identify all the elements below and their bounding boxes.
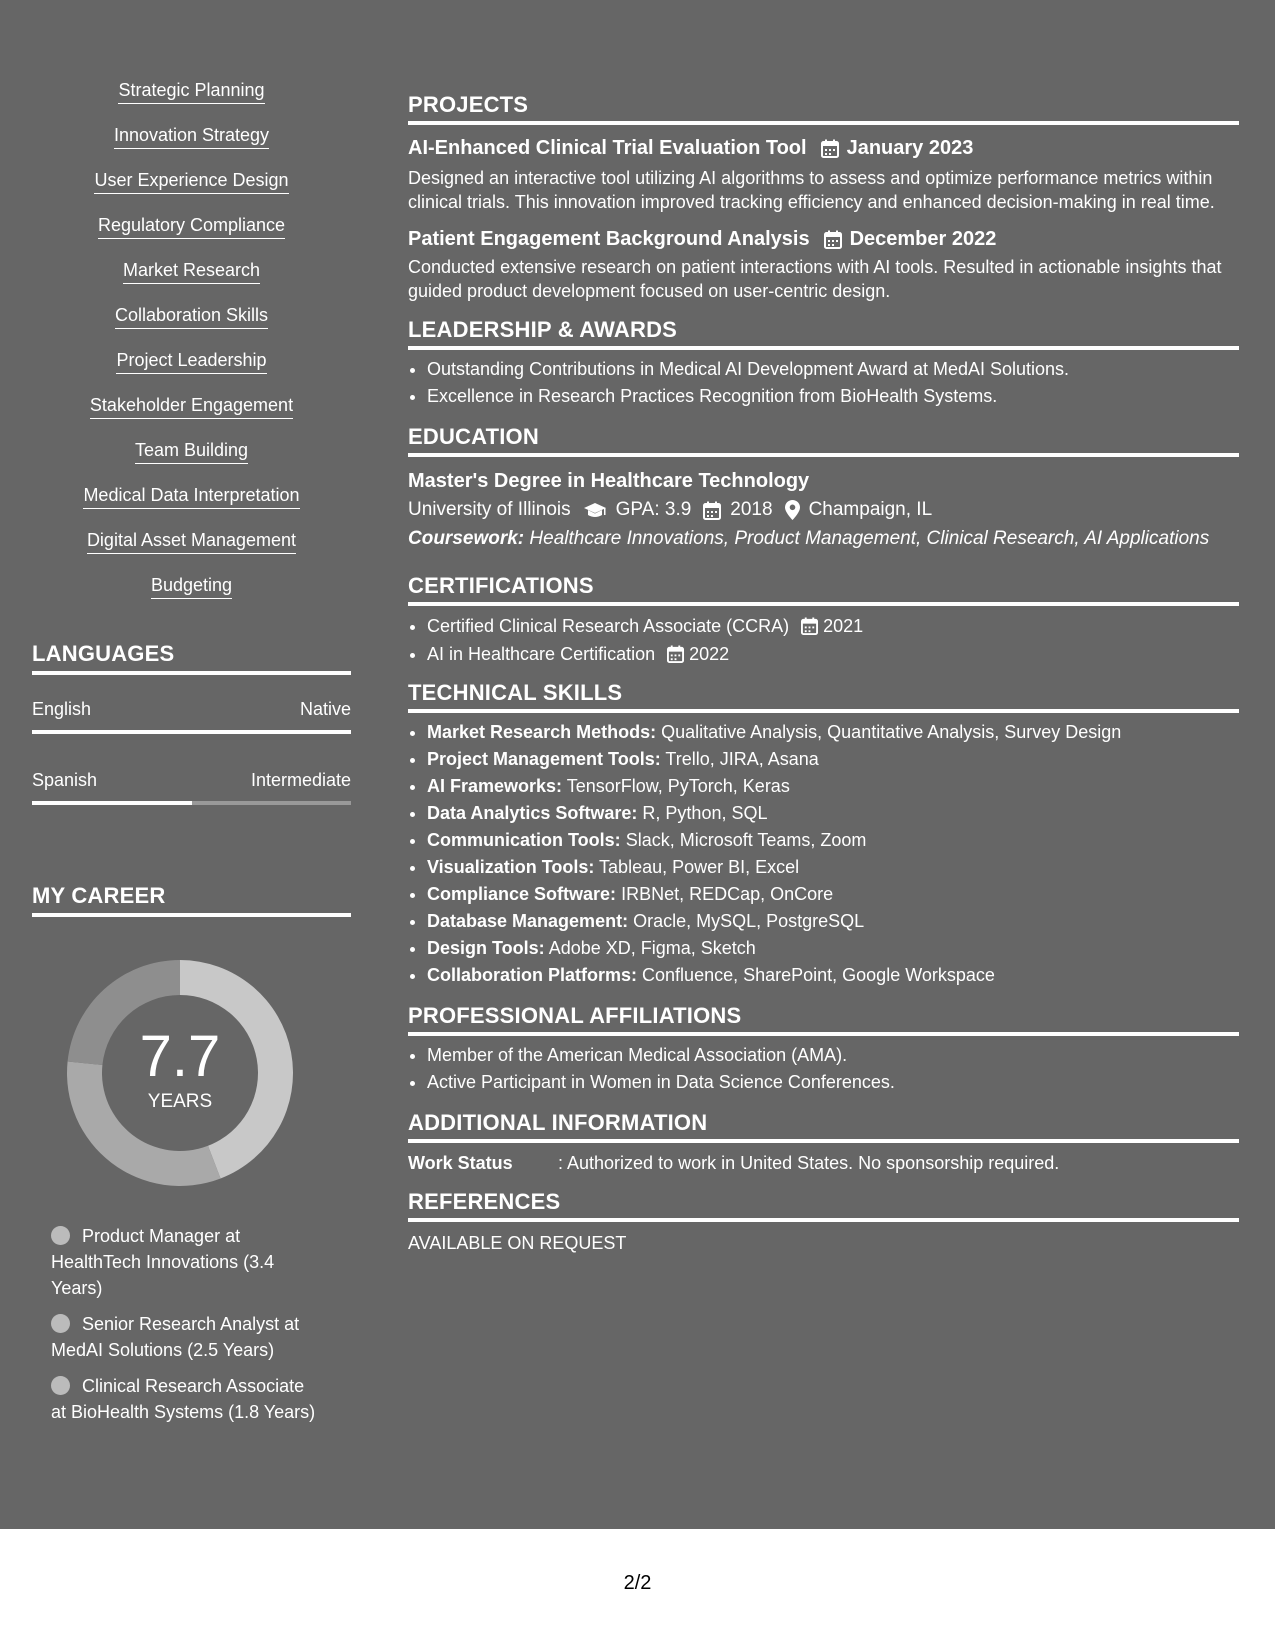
language-bar: [32, 801, 351, 805]
location-pin-icon: [785, 500, 800, 520]
technical-skill-item: [427, 773, 1239, 800]
projects-heading: PROJECTS: [408, 92, 1239, 125]
leadership-list: [408, 356, 1239, 410]
technical-skill-item: [427, 935, 1239, 962]
career-list: [32, 1223, 351, 1425]
career-text: Product Manager at HealthTech Innovations (3.4 Years): [51, 1226, 275, 1298]
education-details: [408, 495, 1239, 525]
skill-label: Medical Data Interpretation: [83, 483, 299, 509]
skill-values: TensorFlow, PyTorch, Keras: [566, 776, 790, 796]
career-donut: [66, 959, 294, 1187]
leadership-item: • Excellence in Research Practices Recognition from BioHealth Systems.: [427, 383, 1239, 410]
bullet-dot-icon: [51, 1376, 70, 1395]
skill-values: Slack, Microsoft Teams, Zoom: [625, 830, 867, 850]
skill-category: Market Research Methods:: [427, 722, 657, 742]
education-section: [408, 424, 1239, 551]
skill-values: R, Python, SQL: [642, 803, 768, 823]
work-status-value: : Authorized to work in United States. No sponsorship required.: [558, 1153, 1060, 1173]
projects-section: [408, 92, 1239, 303]
calendar-icon: [703, 501, 721, 520]
skill-category: Collaboration Platforms:: [427, 965, 638, 985]
coursework: [408, 527, 1239, 551]
certifications-heading: CERTIFICATIONS: [408, 573, 1239, 606]
skill-item: [32, 168, 351, 194]
skill-category: AI Frameworks:: [427, 776, 563, 796]
language-bar-fill: [32, 801, 192, 805]
project-description: Conducted extensive research on patient interactions with AI tools. Resulted in actionable insights that guided product development focused on user-centric design.: [408, 257, 1222, 301]
project-date: January 2023: [846, 137, 974, 159]
coursework-list: Healthcare Innovations, Product Management, Clinical Research, AI Applications: [529, 528, 1210, 549]
skill-category: Communication Tools:: [427, 830, 621, 850]
affiliations-list: [408, 1042, 1239, 1096]
calendar-icon: [824, 230, 842, 249]
skill-label: Stakeholder Engagement: [90, 393, 293, 419]
skill-item: [32, 438, 351, 464]
sidebar: [32, 78, 351, 1435]
skill-item: [32, 123, 351, 149]
skill-item: [32, 78, 351, 104]
education-heading: EDUCATION: [408, 424, 1239, 457]
main-content: [408, 92, 1239, 1255]
degree-title: Master's Degree in Healthcare Technology: [408, 470, 810, 492]
project-title-row: [408, 135, 1239, 161]
language-level: Intermediate: [250, 770, 351, 790]
career-item: [51, 1311, 321, 1363]
skill-label: Innovation Strategy: [114, 123, 269, 149]
skill-values: IRBNet, REDCap, OnCore: [621, 884, 834, 904]
skill-category: Compliance Software:: [427, 884, 617, 904]
calendar-icon: [821, 139, 839, 158]
skill-values: Oracle, MySQL, PostgreSQL: [633, 911, 865, 931]
skill-item: [32, 483, 351, 509]
graduation-cap-icon: [583, 502, 607, 519]
skill-item: [32, 303, 351, 329]
project-title-row: [408, 226, 1239, 252]
affiliation-item: • Active Participant in Women in Data Science Conferences.: [427, 1069, 1239, 1096]
language-bar: [32, 730, 351, 734]
skill-category: Project Management Tools:: [427, 749, 661, 769]
technical-skills-section: [408, 680, 1239, 989]
technical-skill-item: [427, 800, 1239, 827]
skill-values: Qualitative Analysis, Quantitative Analysis, Survey Design: [661, 722, 1122, 742]
calendar-icon: [667, 645, 684, 663]
career-text: Senior Research Analyst at MedAI Solutions (2.5 Years): [51, 1314, 300, 1360]
certification-item: [427, 612, 1239, 640]
certification-year: 2022: [689, 644, 730, 664]
certification-year: 2021: [823, 616, 864, 636]
gpa: GPA: 3.9: [615, 499, 692, 520]
language-level: Native: [299, 699, 351, 719]
language-bar-fill: [32, 730, 351, 734]
language-item: [32, 770, 351, 805]
skill-item: [32, 213, 351, 239]
languages-section: [32, 641, 351, 805]
technical-skill-item: [427, 827, 1239, 854]
skill-label: Regulatory Compliance: [98, 213, 285, 239]
language-item: [32, 699, 351, 734]
technical-skill-item: [427, 854, 1239, 881]
career-total: 7.7: [139, 1024, 221, 1089]
certification-name: • Certified Clinical Research Associate (CCRA): [427, 616, 790, 636]
skill-values: Confluence, SharePoint, Google Workspace: [642, 965, 995, 985]
skill-item: [32, 348, 351, 374]
technical-skill-item: [427, 908, 1239, 935]
skill-category: Design Tools:: [427, 938, 545, 958]
bullet-dot-icon: [51, 1226, 70, 1245]
affiliation-item: • Member of the American Medical Association (AMA).: [427, 1042, 1239, 1069]
skill-label: Collaboration Skills: [115, 303, 268, 329]
skill-values: Tableau, Power BI, Excel: [599, 857, 800, 877]
leadership-section: [408, 317, 1239, 410]
skill-label: Strategic Planning: [118, 78, 264, 104]
career-heading: MY CAREER: [32, 883, 351, 917]
affiliations-heading: PROFESSIONAL AFFILIATIONS: [408, 1003, 1239, 1036]
skill-values: Adobe XD, Figma, Sketch: [548, 938, 756, 958]
technical-skill-item: [427, 962, 1239, 989]
language-name: Spanish: [32, 770, 98, 790]
skill-item: [32, 258, 351, 284]
skill-category: Database Management:: [427, 911, 629, 931]
skill-values: Trello, JIRA, Asana: [665, 749, 819, 769]
references-heading: REFERENCES: [408, 1189, 1239, 1222]
skill-label: Digital Asset Management: [87, 528, 296, 554]
skills-list: [32, 78, 351, 599]
career-item: [51, 1373, 321, 1425]
additional-info-heading: ADDITIONAL INFORMATION: [408, 1110, 1239, 1143]
leadership-item: • Outstanding Contributions in Medical AI Development Award at MedAI Solutions.: [427, 356, 1239, 383]
language-name: English: [32, 699, 92, 719]
references-text: AVAILABLE ON REQUEST: [408, 1233, 627, 1253]
languages-heading: LANGUAGES: [32, 641, 351, 675]
technical-skill-item: [427, 719, 1239, 746]
skill-item: [32, 393, 351, 419]
project-name: Patient Engagement Background Analysis: [408, 228, 810, 250]
leadership-heading: LEADERSHIP & AWARDS: [408, 317, 1239, 350]
technical-skills-heading: TECHNICAL SKILLS: [408, 680, 1239, 713]
calendar-icon: [801, 617, 818, 635]
graduation-year: 2018: [730, 499, 773, 520]
skill-label: Team Building: [135, 438, 248, 464]
references-section: [408, 1189, 1239, 1255]
project-date: December 2022: [849, 228, 997, 250]
work-status-label: Work Status: [408, 1153, 513, 1173]
career-text: Clinical Research Associate at BioHealth Systems (1.8 Years): [51, 1376, 316, 1422]
skill-category: Visualization Tools:: [427, 857, 595, 877]
technical-skills-list: [408, 719, 1239, 989]
skill-label: User Experience Design: [94, 168, 288, 194]
work-status-row: [408, 1151, 1239, 1175]
skill-item: [32, 528, 351, 554]
school-name: University of Illinois: [408, 499, 571, 520]
project-name: AI-Enhanced Clinical Trial Evaluation Tool: [408, 137, 807, 159]
affiliations-section: [408, 1003, 1239, 1096]
skill-label: Budgeting: [151, 573, 232, 599]
career-section: [32, 883, 351, 1425]
bullet-dot-icon: [51, 1314, 70, 1333]
technical-skill-item: [427, 746, 1239, 773]
project-description: Designed an interactive tool utilizing AI algorithms to assess and optimize performance metrics within clinical trials. This innovation improved tracking efficiency and enhanced decision-making in real time.: [408, 168, 1215, 212]
certifications-list: [408, 612, 1239, 668]
certification-name: • AI in Healthcare Certification: [427, 644, 656, 664]
skill-category: Data Analytics Software:: [427, 803, 638, 823]
career-item: [51, 1223, 321, 1301]
additional-info-section: [408, 1110, 1239, 1175]
school-location: Champaign, IL: [808, 499, 933, 520]
coursework-label: Coursework:: [408, 528, 525, 549]
certification-item: [427, 640, 1239, 668]
page-number: 2/2: [623, 1572, 652, 1594]
certifications-section: [408, 573, 1239, 668]
career-unit: YEARS: [147, 1091, 213, 1112]
skill-label: Market Research: [123, 258, 260, 284]
technical-skill-item: [427, 881, 1239, 908]
skill-label: Project Leadership: [116, 348, 266, 374]
skill-item: [32, 573, 351, 599]
